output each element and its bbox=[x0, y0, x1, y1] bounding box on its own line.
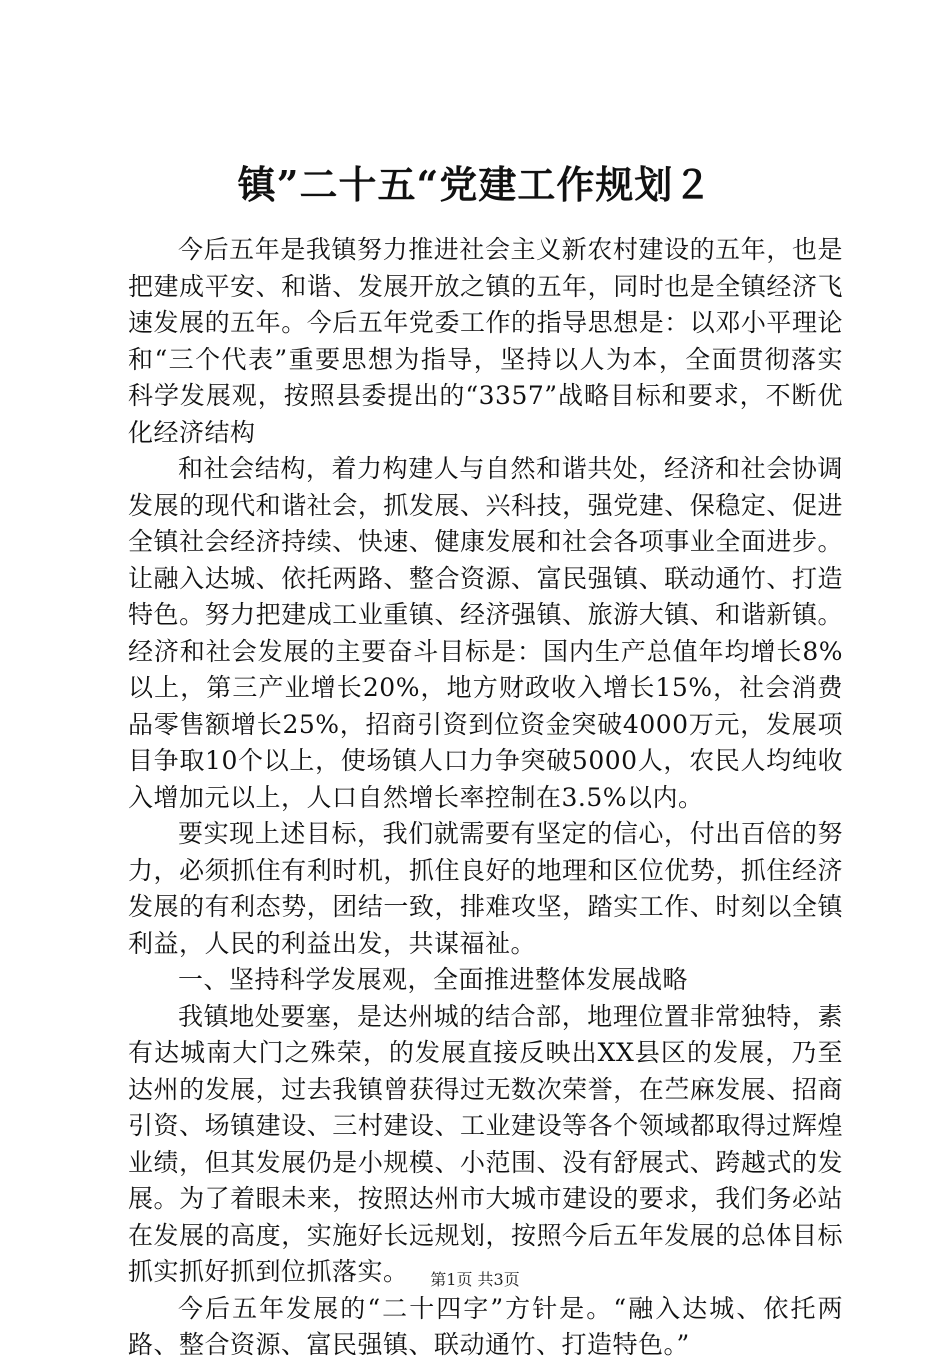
page-footer: 第1页 共3页 bbox=[430, 1270, 520, 1289]
document-title: 镇”二十五“党建工作规划２ bbox=[237, 162, 713, 207]
document-body bbox=[128, 232, 843, 1364]
paragraph: 今后五年发展的“二十四字”方针是。“融入达城、依托两路、整合资源、富民强镇、联动通竹、打造特色。” bbox=[128, 1293, 843, 1359]
paragraph: 我镇地处要塞，是达州城的结合部，地理位置非常独特，素有达城南大门之殊荣，的发展直接反映出XX县区的发展，乃至达州的发展，过去我镇曾获得过无数次荣誉，在苎麻发展、招商引资、场镇建设、三村建设、工业建设等各个领域都取得过辉煌业绩，但其发展仍是小规模、小范围、没有舒展式、跨越式的发展。为了着眼未来，按照达州市大城市建设的要求，我们务必站在发展的高度，实施好长远规划，按照今后五年发展的总体目标抓实抓好抓到位抓落实。 bbox=[128, 1001, 843, 1286]
paragraph: 要实现上述目标，我们就需要有坚定的信心，付出百倍的努力，必须抓住有利时机，抓住良好的地理和区位优势，抓住经济发展的有利态势，团结一致，排难攻坚，踏实工作、时刻以全镇利益，人民的利益出发，共谋福祉。 bbox=[128, 819, 843, 958]
paragraph: 今后五年是我镇努力推进社会主义新农村建设的五年，也是把建成平安、和谐、发展开放之镇的五年，同时也是全镇经济飞速发展的五年。今后五年党委工作的指导思想是：以邓小平理论和“三个代表”重要思想为指导，坚持以人为本，全面贯彻落实科学发展观，按照县委提出的“3357”战略目标和要求，不断优化经济结构 bbox=[128, 235, 843, 447]
section-heading: 一、坚持科学发展观，全面推进整体发展战略 bbox=[178, 965, 689, 994]
paragraph: 和社会结构，着力构建人与自然和谐共处，经济和社会协调发展的现代和谐社会，抓发展、兴科技，强党建、保稳定、促进全镇社会经济持续、快速、健康发展和社会各项事业全面进步。让融入达城、依托两路、整合资源、富民强镇、联动通竹、打造特色。努力把建成工业重镇、经济强镇、旅游大镇、和谐新镇。经济和社会发展的主要奋斗目标是：国内生产总值年均增长8%以上，第三产业增长20%，地方财政收入增长15%，社会消费品零售额增长25%，招商引资到位资金突破4000万元，发展项目争取10个以上，使场镇人口力争突破5000人，农民人均纯收入增加元以上，人口自然增长率控制在3.5%以内。 bbox=[128, 454, 843, 812]
